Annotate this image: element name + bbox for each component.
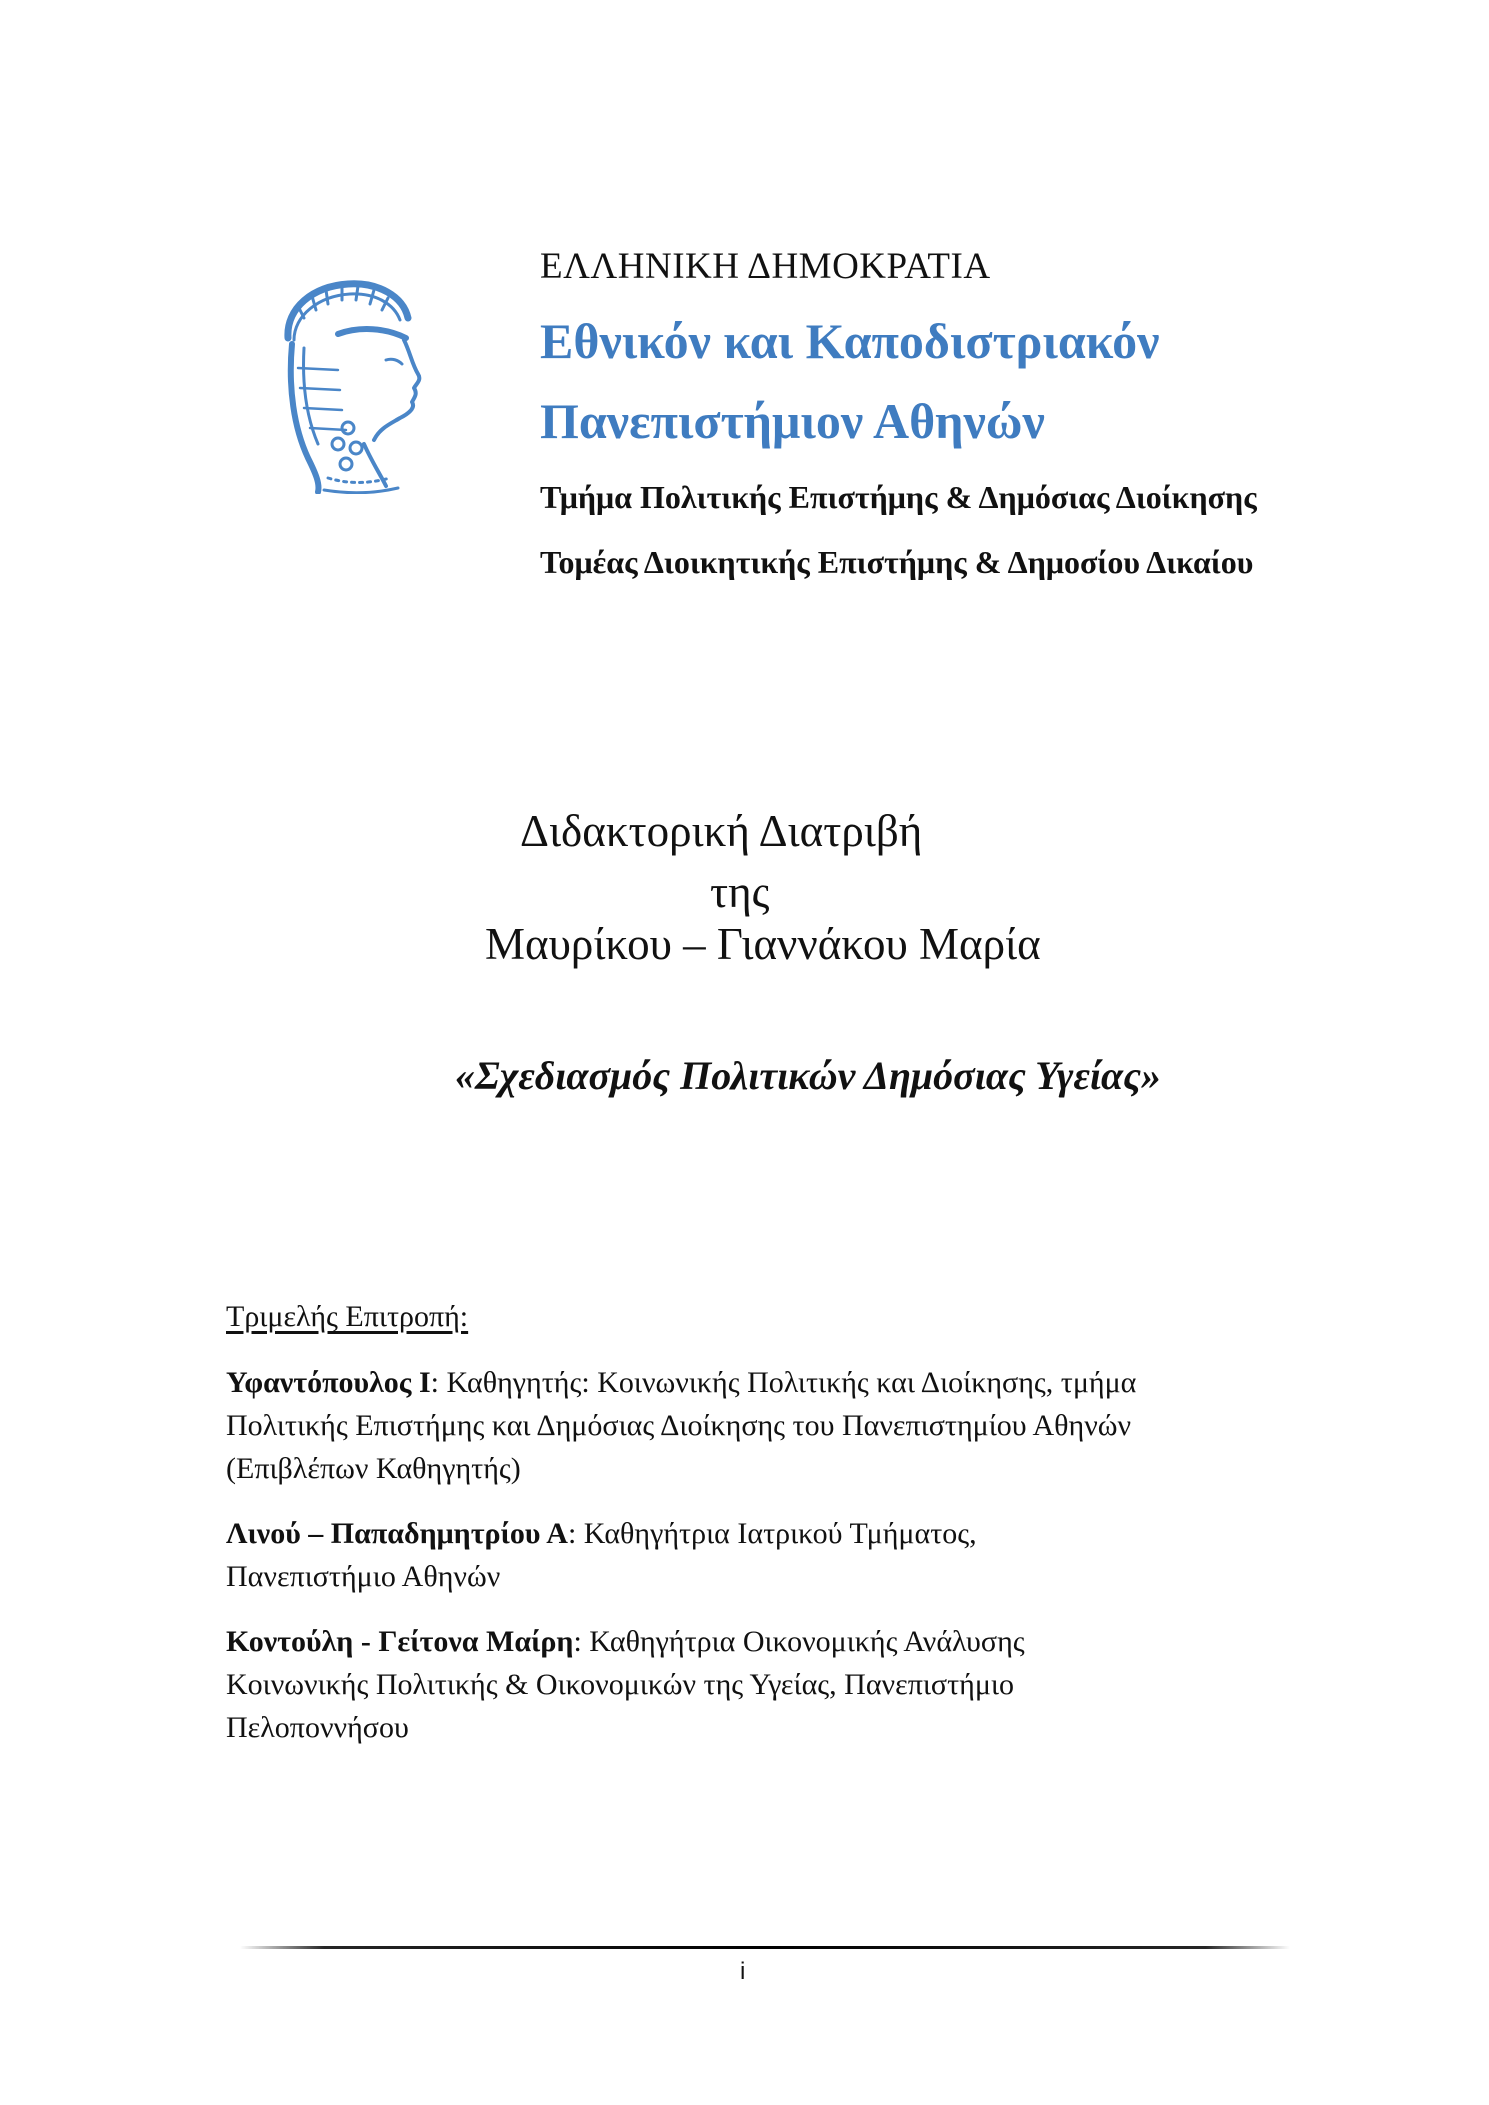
member-role-continued: Κοινωνικής Πολιτικής & Οικονομικών της Υγείας, Πανεπιστήμιο <box>226 1668 1014 1701</box>
member-role-note: Πελοποννήσου <box>226 1711 409 1744</box>
thesis-title: «Σχεδιασμός Πολιτικών Δημόσιας Υγείας» <box>455 1053 1161 1098</box>
athena-head-emblem-icon <box>268 278 428 494</box>
member-role: : Καθηγητής: Κοινωνικής Πολιτικής και Διοίκησης, τμήμα <box>430 1366 1137 1399</box>
page-number: i <box>740 1958 746 1985</box>
footer-divider <box>240 1946 1290 1949</box>
country-heading: ΕΛΛΗΝΙΚΗ ΔΗΜΟΚΡΑΤΙΑ <box>540 246 991 287</box>
committee-label: Τριμελής Επιτροπή: <box>226 1300 469 1333</box>
member-name: Κοντούλη - Γείτονα Μαίρη <box>226 1625 574 1658</box>
university-name-line1: Εθνικόν και Καποδιστριακόν <box>540 313 1160 369</box>
department-name: Τμήμα Πολιτικής Επιστήμης & Δημόσιας Διοίκησης <box>540 479 1257 515</box>
member-role: : Καθηγήτρια Ιατρικού Τμήματος, <box>567 1517 977 1550</box>
section-name: Τομέας Διοικητικής Επιστήμης & Δημοσίου Δικαίου <box>540 544 1254 580</box>
university-name-line2: Πανεπιστήμιον Αθηνών <box>540 393 1045 449</box>
thesis-of: της <box>710 867 770 917</box>
member-role-continued: Πολιτικής Επιστήμης και Δημόσιας Διοίκησης του Πανεπιστημίου Αθηνών <box>226 1409 1132 1442</box>
member-role-continued: Πανεπιστήμιο Αθηνών <box>226 1560 501 1593</box>
committee-member <box>226 1361 1336 1490</box>
member-name: Υφαντόπουλος Ι <box>226 1366 431 1399</box>
member-role-note: (Επιβλέπων Καθηγητής) <box>226 1452 521 1485</box>
committee-member <box>226 1620 1336 1749</box>
thesis-type: Διδακτορική Διατριβή <box>520 806 923 856</box>
member-role: : Καθηγήτρια Οικονομικής Ανάλυσης <box>573 1625 1025 1658</box>
member-name: Λινού – Παπαδημητρίου Α <box>226 1517 568 1550</box>
committee-member <box>226 1512 1336 1598</box>
thesis-author: Μαυρίκου – Γιαννάκου Μαρία <box>485 919 1041 969</box>
